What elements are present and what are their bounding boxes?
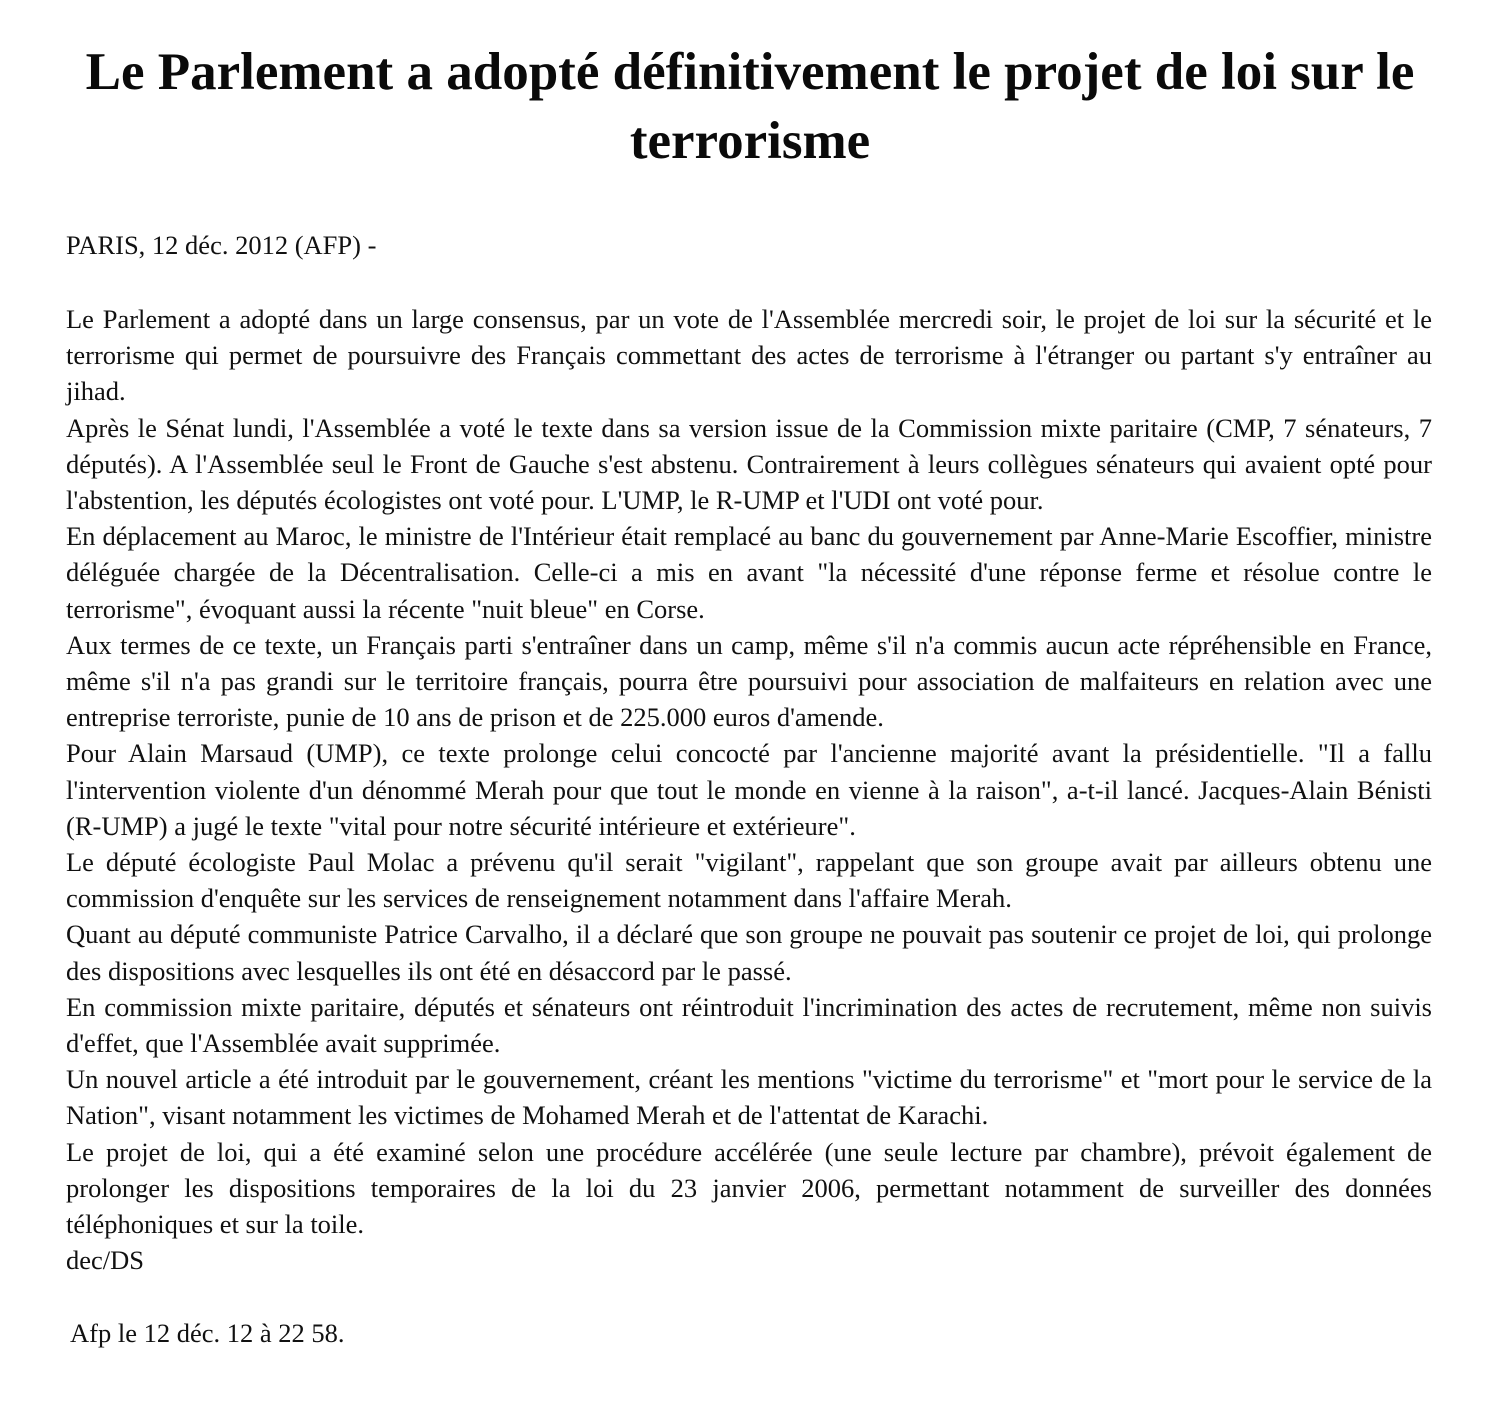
article-paragraph: En commission mixte paritaire, députés et sénateurs ont réintroduit l'incrimination des actes de recrutement, même non suivis d'effet, que l'Assemblée avait supprimée. [66,991,1432,1059]
article-dateline: PARIS, 12 déc. 2012 (AFP) - [66,230,377,260]
article-paragraph: Après le Sénat lundi, l'Assemblée a voté le texte dans sa version issue de la Commission mixte paritaire (CMP, 7 sénateurs, 7 députés). A l'Assemblée seul le Front de Gauche s'est abstenu. Contrairement à leurs collègues sénateurs qui avaient opté pour l'abstention, les députés écologistes ont voté pour. L'UMP, le R-UMP et l'UDI ont voté pour. [66,412,1432,516]
article-paragraph: Quant au député communiste Patrice Carvalho, il a déclaré que son groupe ne pouvait pas soutenir ce projet de loi, qui prolonge des dispositions avec lesquelles ils ont été en désaccord par le passé. [66,919,1432,986]
article-paragraph: Le projet de loi, qui a été examiné selon une procédure accélérée (une seule lecture par chambre), prévoit également de prolonger les dispositions temporaires de la loi du 23 janvier 2006, permettant notamment de surveiller des données téléphoniques et sur la toile. [66,1136,1432,1240]
article-paragraph: Le Parlement a adopté dans un large consensus, par un vote de l'Assemblée mercredi soir, le projet de loi sur la sécurité et le terrorisme qui permet de poursuivre des Français commettant des actes de terrorisme à l'étranger ou partant s'y entraîner au jihad. [66,304,1432,407]
article-title: Le Parlement a adopté définitivement le projet de loi sur le terrorisme [85,43,1415,170]
article-signoff: dec/DS [66,1245,145,1276]
article-paragraph: Pour Alain Marsaud (UMP), ce texte prolonge celui concocté par l'ancienne majorité avant la présidentielle. "Il a fallu l'intervention violente d'un dénommé Merah pour que tout le monde en vienne à la raison", a-t-il lancé. Jacques-Alain Bénisti (R-UMP) a jugé le texte "vital pour notre sécurité intérieure et extérieure". [66,738,1432,841]
article-paragraph: Un nouvel article a été introduit par le gouvernement, créant les mentions "victime du terrorisme" et "mort pour le service de la Nation", visant notamment les victimes de Mohamed Merah et de l'attentat de Karachi. [66,1064,1432,1131]
article-paragraph: Le député écologiste Paul Molac a prévenu qu'il serait "vigilant", rappelant que son groupe avait par ailleurs obtenu une commission d'enquête sur les services de renseignement notamment dans l'affaire Merah. [66,847,1432,914]
article-paragraph: Aux termes de ce texte, un Français parti s'entraîner dans un camp, même s'il n'a commis aucun acte répréhensible en France, même s'il n'a pas grandi sur le territoire français, pourra être poursuivi pour association de malfaiteurs en relation avec une entreprise terroriste, punie de 10 ans de prison et de 225.000 euros d'amende. [66,629,1432,733]
article-footer-timestamp: Afp le 12 déc. 12 à 22 58. [70,1318,345,1348]
article-paragraph: En déplacement au Maroc, le ministre de l'Intérieur était remplacé au banc du gouvernement par Anne-Marie Escoffier, ministre déléguée chargée de la Décentralisation. Celle-ci a mis en avant "la nécessité d'une réponse ferme et résolue contre le terrorisme", évoquant aussi la récente "nuit bleue" en Corse. [66,521,1432,624]
article-body [66,301,1432,1278]
